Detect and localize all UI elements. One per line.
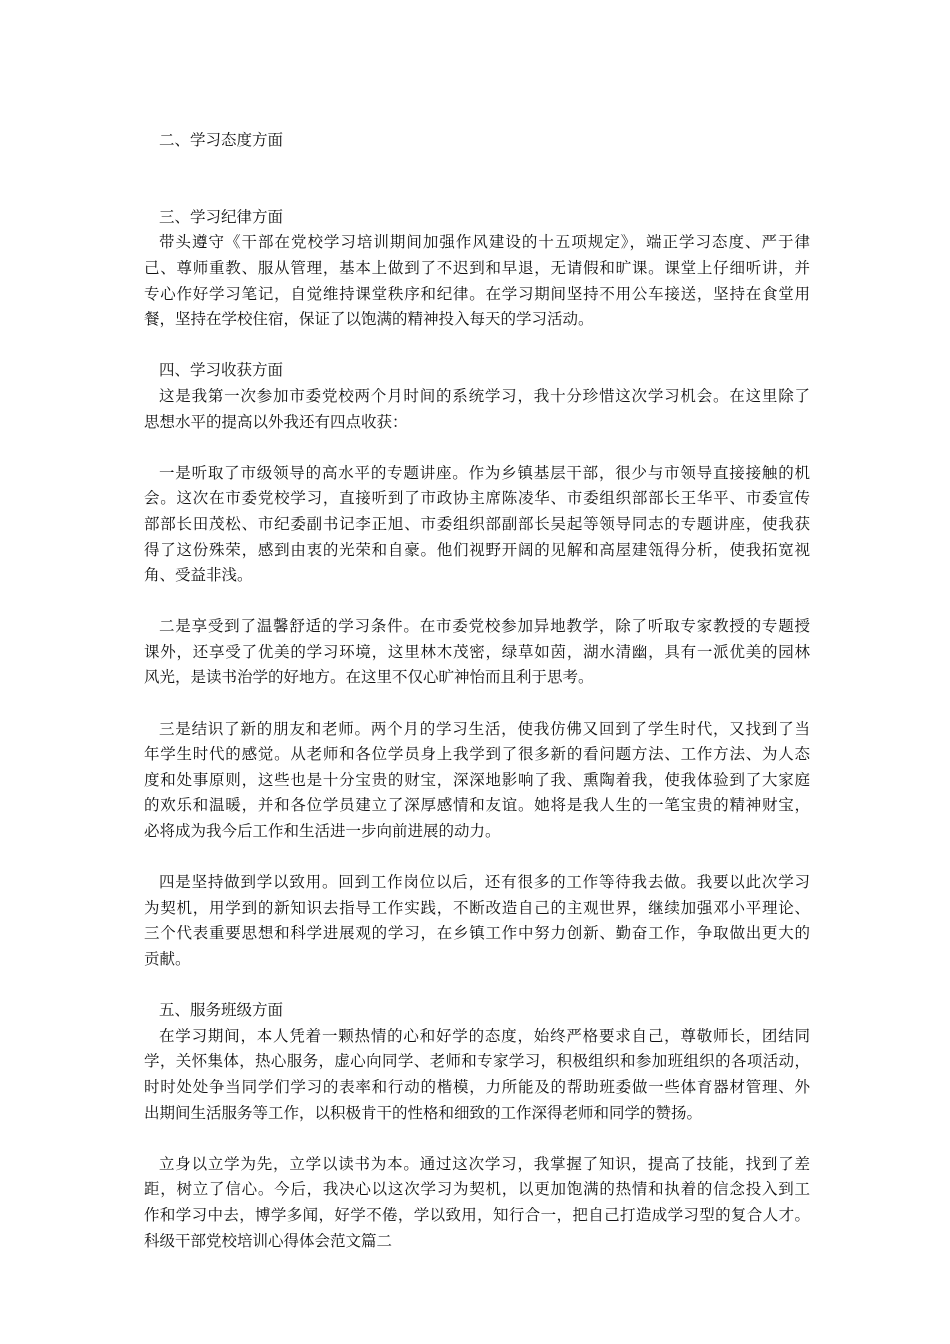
spacer	[144, 179, 810, 205]
next-article-title: 科级干部党校培训心得体会范文篇二	[144, 1231, 393, 1250]
paragraph-line: 角、受益非浅。	[144, 566, 253, 585]
section-heading-service: 五、服务班级方面	[159, 1001, 284, 1020]
paragraph-line: 餐，坚持在学校住宿，保证了以饱满的精神投入每天的学习活动。	[144, 310, 594, 329]
paragraph-line: 得了这份殊荣，感到由衷的光荣和自豪。他们视野开阔的见解和高屋建瓴得分析，使我拓宽视	[144, 540, 810, 559]
paragraph-line: 学，关怀集体，热心服务，虚心向同学、老师和专家学习，积极组织和参加班组织的各项活动，	[144, 1052, 810, 1071]
spacer	[144, 973, 810, 999]
paragraph-line: 立身以立学为先，立学以读书为本。通过这次学习，我掌握了知识，提高了技能，找到了差	[159, 1154, 810, 1173]
spacer	[144, 1126, 810, 1152]
spacer	[144, 691, 810, 717]
paragraph-line: 思想水平的提高以外我还有四点收获：	[144, 412, 408, 431]
spacer	[144, 154, 810, 180]
paragraph-line: 距，树立了信心。今后，我决心以这次学习为契机，以更加饱满的热情和执着的信念投入到工	[144, 1180, 810, 1199]
paragraph-line: 的欢乐和温暖，并和各位学员建立了深厚感情和友谊。她将是我人生的一笔宝贵的精神财宝，	[144, 796, 810, 815]
section-heading-attitude: 二、学习态度方面	[159, 131, 284, 149]
paragraph-line: 己、尊师重教、服从管理，基本上做到了不迟到和早退，无请假和旷课。课堂上仔细听讲，并	[144, 258, 810, 277]
paragraph-line: 三是结识了新的朋友和老师。两个月的学习生活，使我仿佛又回到了学生时代，又找到了当	[159, 719, 810, 738]
paragraph-line: 出期间生活服务等工作，以积极肯干的性格和细致的工作深得老师和同学的赞扬。	[144, 1103, 703, 1122]
paragraph-line: 三个代表重要思想和科学进展观的学习，在乡镇工作中努力创新、勤奋工作，争取做出更大的	[144, 924, 810, 943]
spacer	[144, 435, 810, 461]
paragraph-line: 为契机，用学到的新知识去指导工作实践，不断改造自己的主观世界，继续加强邓小平理论、	[144, 898, 810, 917]
paragraph-line: 年学生时代的感觉。从老师和各位学员身上我学到了很多新的看问题方法、工作方法、为人态	[144, 745, 810, 764]
paragraph-line: 专心作好学习笔记，自觉维持课堂秩序和纪律。在学习期间坚持不用公车接送，坚持在食堂用	[144, 284, 810, 303]
paragraph-line: 作和学习中去，博学多闻，好学不倦，学以致用，知行合一，把自己打造成学习型的复合人才。	[144, 1205, 810, 1224]
paragraph-line: 四是坚持做到学以致用。回到工作岗位以后，还有很多的工作等待我去做。我要以此次学习	[159, 873, 810, 892]
document-body	[144, 128, 810, 1254]
spacer	[144, 589, 810, 615]
paragraph-line: 会。这次在市委党校学习，直接听到了市政协主席陈凌华、市委组织部部长王华平、市委宣传	[144, 489, 810, 508]
paragraph-line: 部部长田茂松、市纪委副书记李正旭、市委组织部副部长吴起等领导同志的专题讲座，使我获	[144, 514, 810, 533]
paragraph-line: 二是享受到了温馨舒适的学习条件。在市委党校参加异地教学，除了听取专家教授的专题授	[159, 617, 810, 636]
spacer	[144, 333, 810, 359]
paragraph-line: 一是听取了市级领导的高水平的专题讲座。作为乡镇基层干部，很少与市领导直接接触的机	[159, 463, 810, 482]
section-heading-discipline: 三、学习纪律方面	[159, 207, 284, 226]
paragraph-line: 风光，是读书治学的好地方。在这里不仅心旷神怡而且利于思考。	[144, 668, 594, 687]
paragraph-line: 时时处处争当同学们学习的表率和行动的楷模，力所能及的帮助班委做一些体育器材管理、外	[144, 1077, 810, 1096]
section-heading-harvest: 四、学习收获方面	[159, 361, 284, 380]
paragraph-line: 这是我第一次参加市委党校两个月时间的系统学习，我十分珍惜这次学习机会。在这里除了	[159, 386, 810, 405]
paragraph-line: 贡献。	[144, 950, 191, 968]
spacer	[144, 845, 810, 871]
paragraph-line: 在学习期间，本人凭着一颗热情的心和好学的态度，始终严格要求自己，尊敬师长，团结同	[159, 1026, 810, 1045]
paragraph-line: 带头遵守《干部在党校学习培训期间加强作风建设的十五项规定》，端正学习态度、严于律	[159, 233, 810, 252]
paragraph-line: 课外，还享受了优美的学习环境，这里林木茂密，绿草如茵，湖水清幽，具有一派优美的园林	[144, 642, 810, 661]
paragraph-line: 度和处事原则，这些也是十分宝贵的财宝，深深地影响了我、熏陶着我，使我体验到了大家庭	[144, 770, 810, 789]
paragraph-line: 必将成为我今后工作和生活进一步向前进展的动力。	[144, 822, 501, 841]
